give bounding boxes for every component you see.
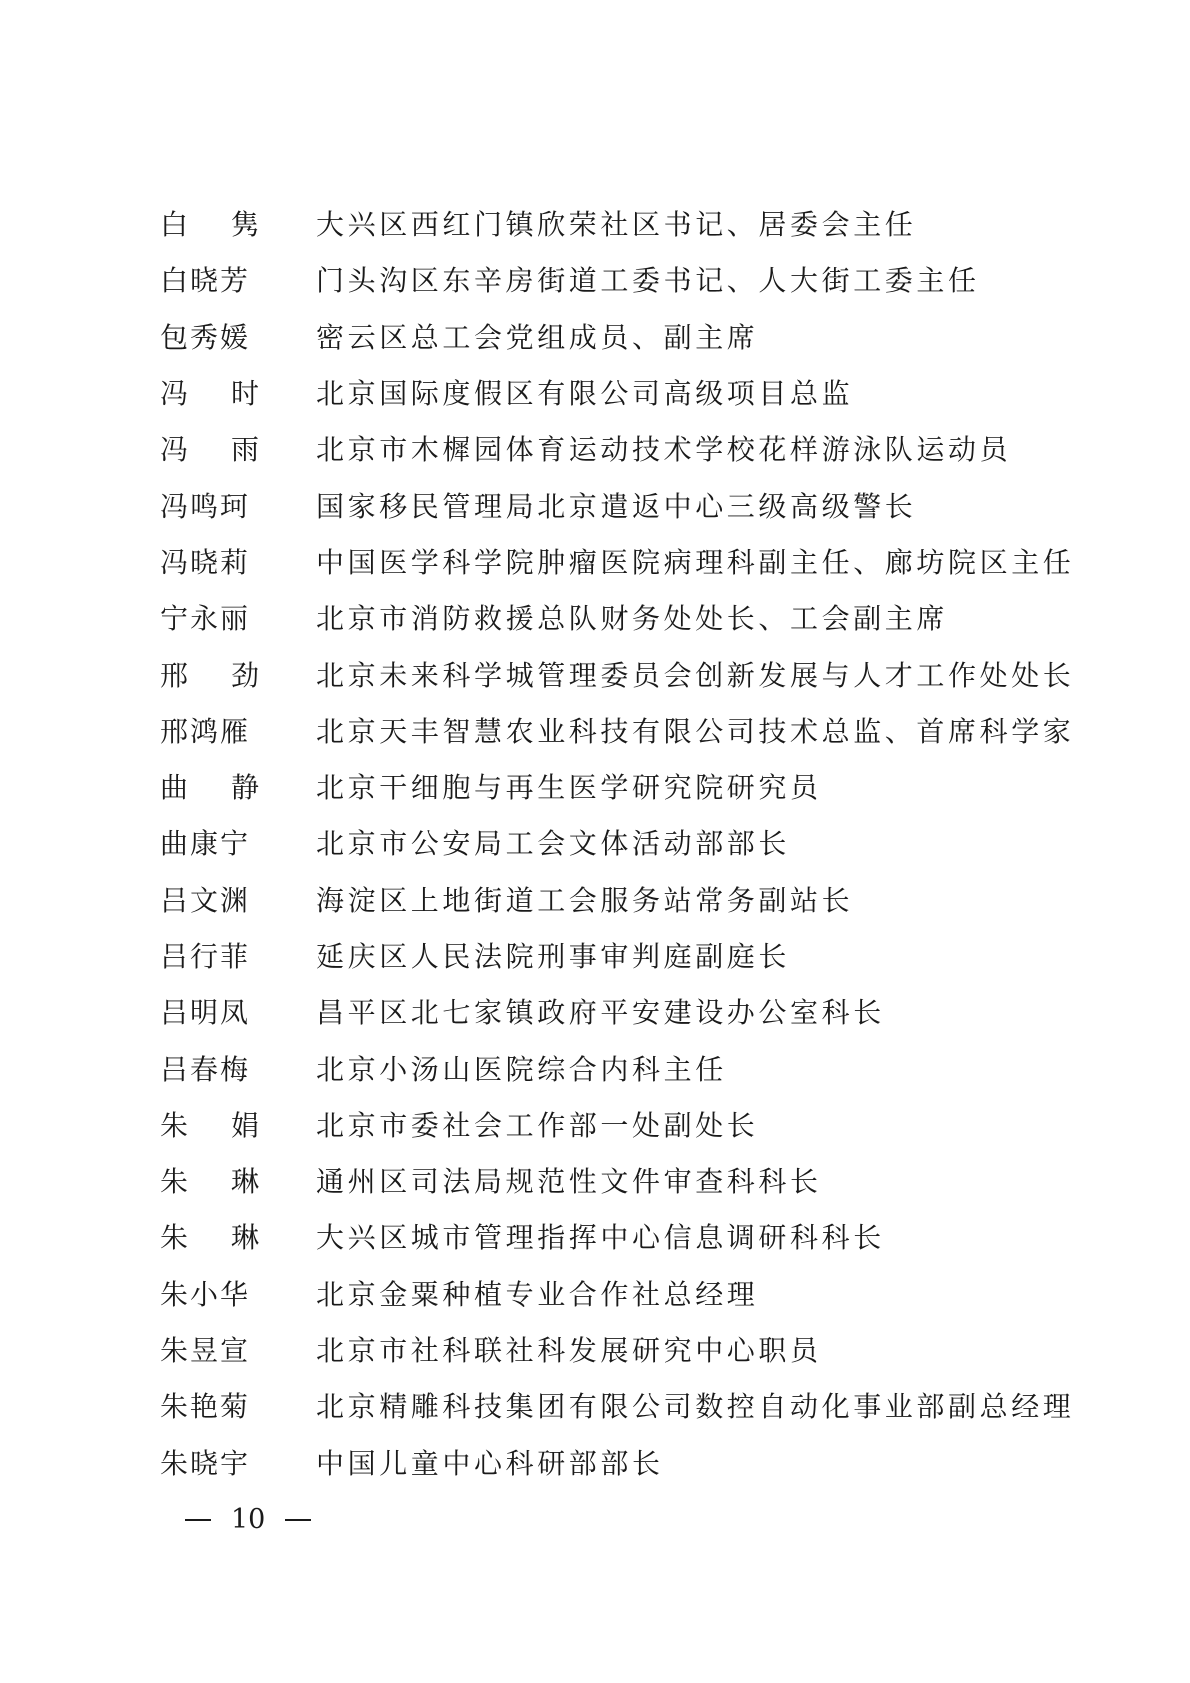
person-title: 密云区总工会党组成员、副主席 bbox=[316, 320, 759, 354]
list-item bbox=[160, 873, 1060, 929]
person-title: 北京市公安局工会文体活动部部长 bbox=[316, 827, 791, 861]
person-name: 冯雨 bbox=[160, 433, 303, 467]
person-name: 朱琳 bbox=[160, 1165, 303, 1199]
left-dash bbox=[185, 1519, 211, 1521]
person-name: 曲静 bbox=[160, 771, 303, 805]
list-item bbox=[160, 985, 1060, 1041]
person-title: 大兴区城市管理指挥中心信息调研科科长 bbox=[316, 1221, 885, 1255]
person-name: 朱晓宇 bbox=[160, 1446, 251, 1480]
list-item bbox=[160, 816, 1060, 872]
list-item bbox=[160, 1379, 1075, 1435]
person-name: 冯晓莉 bbox=[160, 545, 251, 579]
list-item bbox=[160, 478, 1060, 534]
person-name: 吕文渊 bbox=[160, 883, 251, 917]
person-title: 中国医学科学院肿瘤医院病理科副主任、廊坊院区主任 bbox=[316, 545, 1075, 579]
person-name: 邢鸿雁 bbox=[160, 714, 251, 748]
person-title: 北京市社科联社科发展研究中心职员 bbox=[316, 1334, 822, 1368]
list-item bbox=[160, 1436, 1060, 1492]
list-item bbox=[160, 647, 1075, 703]
person-title: 大兴区西红门镇欣荣社区书记、居委会主任 bbox=[316, 208, 917, 242]
person-title: 通州区司法局规范性文件审查科科长 bbox=[316, 1165, 822, 1199]
person-title: 北京干细胞与再生医学研究院研究员 bbox=[316, 771, 822, 805]
list-item bbox=[160, 1154, 1060, 1210]
person-title: 北京天丰智慧农业科技有限公司技术总监、首席科学家 bbox=[316, 714, 1075, 748]
person-name: 吕行菲 bbox=[160, 940, 251, 973]
person-title: 北京市消防救援总队财务处处长、工会副主席 bbox=[316, 602, 949, 636]
person-name: 宁永丽 bbox=[160, 602, 251, 636]
list-item bbox=[160, 197, 1060, 253]
list-item bbox=[160, 929, 1060, 985]
person-title: 海淀区上地街道工会服务站常务副站长 bbox=[316, 883, 854, 917]
list-item bbox=[160, 1210, 1060, 1266]
list-item bbox=[160, 253, 1060, 309]
list-item bbox=[160, 535, 1075, 591]
name-list bbox=[160, 197, 1075, 1492]
person-title: 北京金粟种植专业合作社总经理 bbox=[316, 1277, 759, 1311]
person-title: 昌平区北七家镇政府平安建设办公室科长 bbox=[316, 996, 885, 1030]
person-name: 白隽 bbox=[160, 208, 303, 242]
person-title: 北京未来科学城管理委员会创新发展与人才工作处处长 bbox=[316, 658, 1075, 692]
person-name: 朱艳菊 bbox=[160, 1390, 251, 1424]
person-name: 朱小华 bbox=[160, 1277, 251, 1311]
person-title: 北京国际度假区有限公司高级项目总监 bbox=[316, 377, 854, 411]
list-item bbox=[160, 704, 1075, 760]
list-item bbox=[160, 422, 1060, 478]
list-item bbox=[160, 760, 1060, 816]
person-title: 北京市木樨园体育运动技术学校花样游泳队运动员 bbox=[316, 433, 1012, 467]
list-item bbox=[160, 1041, 1060, 1097]
person-title: 北京小汤山医院综合内科主任 bbox=[316, 1052, 727, 1086]
person-title: 延庆区人民法院刑事审判庭副庭长 bbox=[316, 940, 791, 973]
person-name: 白晓芳 bbox=[160, 264, 251, 298]
person-name: 曲康宁 bbox=[160, 827, 251, 861]
person-name: 冯时 bbox=[160, 377, 303, 411]
person-name: 冯鸣珂 bbox=[160, 489, 251, 523]
right-dash bbox=[285, 1519, 311, 1521]
person-name: 朱昱宣 bbox=[160, 1334, 251, 1368]
person-name: 邢劲 bbox=[160, 658, 303, 692]
person-title: 门头沟区东辛房街道工委书记、人大街工委主任 bbox=[316, 264, 980, 298]
person-name: 吕春梅 bbox=[160, 1052, 251, 1086]
list-item bbox=[160, 1098, 1060, 1154]
person-name: 吕明凤 bbox=[160, 996, 251, 1030]
person-name: 包秀媛 bbox=[160, 320, 251, 354]
person-title: 北京精雕科技集团有限公司数控自动化事业部副总经理 bbox=[316, 1390, 1075, 1424]
page-footer bbox=[185, 1504, 311, 1535]
list-item bbox=[160, 591, 1060, 647]
list-item bbox=[160, 310, 1060, 366]
list-item bbox=[160, 366, 1060, 422]
person-name: 朱娟 bbox=[160, 1108, 303, 1142]
person-name: 朱琳 bbox=[160, 1221, 303, 1255]
person-title: 国家移民管理局北京遣返中心三级高级警长 bbox=[316, 489, 917, 523]
list-item bbox=[160, 1267, 1060, 1323]
page-number: 10 bbox=[231, 1504, 266, 1535]
person-title: 北京市委社会工作部一处副处长 bbox=[316, 1108, 759, 1142]
person-title: 中国儿童中心科研部部长 bbox=[316, 1446, 664, 1480]
list-item bbox=[160, 1323, 1060, 1379]
